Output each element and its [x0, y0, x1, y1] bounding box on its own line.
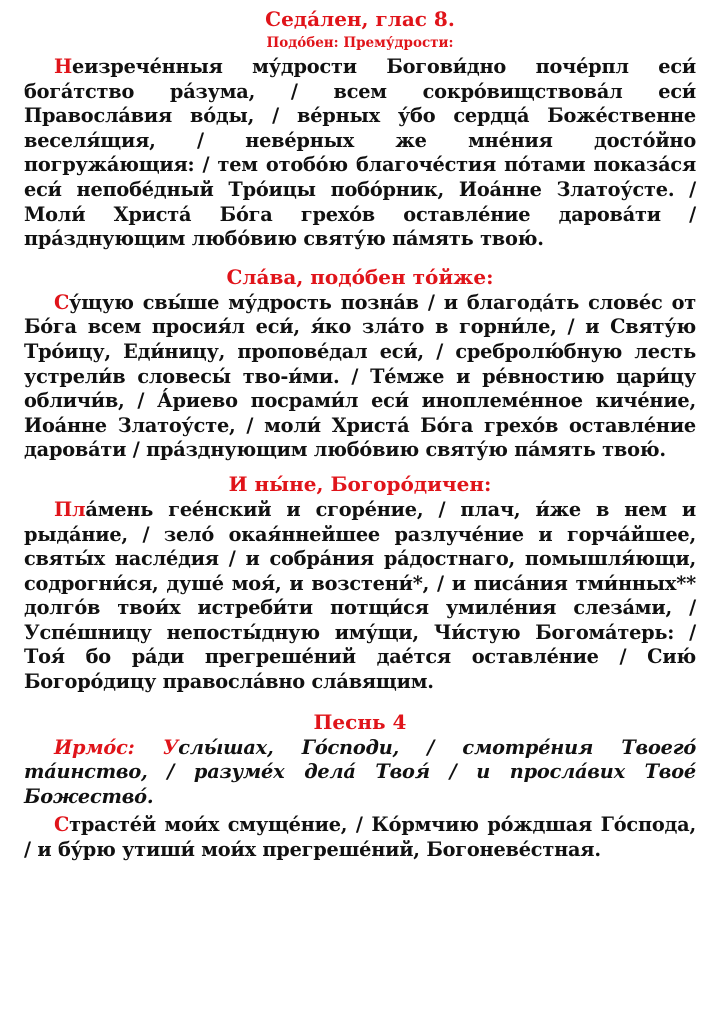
sedalen-heading: Седа́лен, глас 8. [265, 7, 455, 31]
irmos-text [24, 736, 696, 810]
slava-text [24, 291, 696, 463]
troparion-body: трасте́й мои́х смуще́ние, / Ко́рмчию ро́ждшая Го́спода, / и бу́рю утиши́ мои́х прегреше́ний, Богоневе́стная. [24, 813, 696, 862]
slava-body: у́щую свы́ше му́дрость позна́в / и благода́ть слове́с от Бо́га всем просия́л еси́, я́ко зла́то в горни́ле, / и Святу́ю Тро́ицу, Еди́ницу, пропове́дал еси́, / сребролю́бную лесть устрели́в словесы́ тво-и́ми. / Те́мже и ре́вностию цари́цу обличи́в, / А́риево посрами́л еси́ иноплеме́нное киче́ние, Иоа́нне Златоу́сте, / моли́ Христа́ Бо́га грехо́в оставле́ние дарова́ти / пра́зднующим любо́вию святу́ю па́мять твою́. [24, 290, 696, 462]
sedalen-text [24, 55, 696, 252]
i-nyne-heading: И ны́не, Богоро́дичен: [228, 471, 492, 496]
i-nyne-body: а́мень гее́нский и сгоре́ние, / плач, и́же в нем и рыда́ние, / зело́ окая́ннейшее разлуче́ние и горча́йшее, святы́х насле́дия / и собра́ния ра́достнаго, помышля́ющи, содрогни́ся, душе́ моя́, и возстени́*, / и писа́ния тми́нных** долго́в твои́х истреби́ти потщи́ся умиле́ния слеза́ми, / Успе́шницу непосты́дную иму́щи, Чи́стую Богома́терь: / Тоя́ бо ра́ди прегреше́ний дае́тся оставле́ние / Сию́ Богоро́дицу правосла́вно сла́вящим. [24, 497, 696, 694]
i-nyne-text [24, 498, 696, 695]
irmos-body: слы́шах, Го́споди, / смотре́ния Твоего́ та́инство, / разуме́х дела́ Твоя́ / и просла́вих Твое́ Божество́. [24, 735, 697, 808]
sedalen-body: еизрече́нныя му́дрости Богови́дно почéрпл еси́ бога́тство ра́зума, / всем сокро́вищствова́л еси́ Правосла́вия во́ды, / ве́рных у́бо сердца́ Боже́ственне веселя́щия, / неве́рных же мне́ния досто́йно погружа́ющия: / тем отобо́ю благоче́стия по́тами показа́ся еси́ непобе́дный Тро́ицы побо́рник, Иоа́нне Златоу́сте. / Моли́ Христа́ Бо́га грехо́в оставле́ние дарова́ти / пра́зднующим любо́вию святу́ю па́мять твою́. [24, 55, 696, 251]
slava-heading: Сла́ва, подо́бен то́йже: [226, 264, 494, 289]
pesn-heading: Песнь 4 [313, 709, 407, 734]
troparion-initial: С [54, 813, 70, 837]
slava-initial: С [54, 290, 70, 314]
irmos-initial: У [162, 735, 179, 759]
sedalen-podoben: Подо́бен: Прему́дрости: [266, 35, 454, 51]
i-nyne-initial: Пл [54, 497, 86, 521]
troparion-text [24, 813, 696, 862]
sedalen-initial: Н [54, 55, 73, 78]
document-page [24, 6, 696, 863]
irmos-label: Ирмо́с: [54, 735, 135, 759]
